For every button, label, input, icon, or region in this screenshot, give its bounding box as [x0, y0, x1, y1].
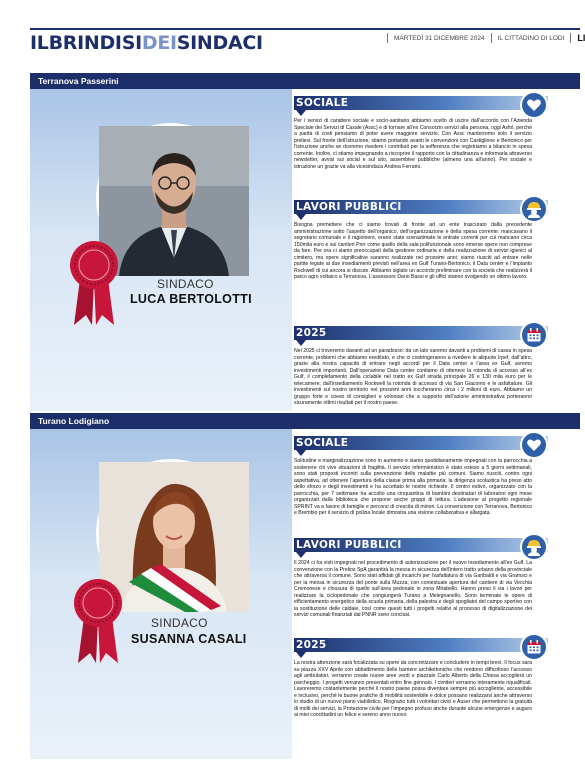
masthead-rule — [30, 28, 580, 30]
article-text: Bisogna premettere che ci siamo trovati di fronte ad un ente trascurato dalla precedente amministrazione sotto l’aspetto dell’organico, dell’organizzazione e della spesa corrente: mancavano il segretario comunale e il ragioniere, erano state sovrastimate le entrate correnti per cui mancano circa 150mila euro e sui cantieri Pnrr come quello della sala polifunzionale sono emerse opere non comprese da fare. Per ora ci siamo preoccupati della gestione ordinaria e della realizzazione di servizi igienici al cimitero, ma opere significative saranno realizzate nei prossimi anni: siamo riusciti ad entrare nelle partite legate ai due insediamenti previsti nell’area ex Gulf Turano-Bertonico, il Data center e l’impianto Rockwell di cui ancora si discute. Abbiamo siglato un accordo preliminare con la società che realizzerà il parco agro voltaico a Terranova. L’assessore Dario Bassi e gli uffici stanno svolgendo un ottimo lavoro. — [294, 222, 532, 281]
mayor-name: SUSANNA CASALI — [131, 632, 247, 646]
mayor-photo — [96, 123, 246, 273]
article-sociale — [294, 436, 548, 517]
heart-icon — [520, 431, 548, 459]
article-2025 — [294, 638, 548, 719]
mayor-name: LUCA BERTOLOTTI — [130, 292, 252, 306]
mayor-role: SINDACO — [151, 616, 208, 630]
article-lavori-pubblici — [294, 200, 548, 281]
section-header: LAVORI PUBBLICI — [294, 538, 548, 552]
mayor-role: SINDACO — [157, 277, 214, 291]
section-header: SOCIALE — [294, 436, 548, 450]
masthead — [30, 28, 585, 56]
award-rosette-icon — [74, 577, 122, 668]
calendar-icon — [520, 321, 548, 349]
town-band-turano: Turano Lodigiano — [30, 413, 580, 429]
article-text: La nostra attenzione sarà focalizzata su opere da concretizzare e concludere in tempi brevi. Il focus sarà su piazza XXV Aprile con abbattimento delle barriere architettoniche che rendono difficoltoso l’accesso agli ambulatori, verranno create nuove aree verdi e piazzale Carlo Alberto della Chiesa accoglierà un parcheggio. I progetti verranno presentati entro fine gennaio. I cimiteri verranno interamente riqualificati. Lavoreremo costantemente perché il nostro paese possa diventare sempre più accogliente, accessibile e inclusivo, perché le buone pratiche di mobilità sostenibile e dolce possano realizzarsi anche attraverso lo studio di un nuovo piano viabilistico. Ringrazio tutti i volontari civici e Auser che permettono la gratuità di molti dei servizi, la Protezione civile per l’impegno profuso anche durante alcune emergenze e auguro ai miei concittadini un felice e sereno anno nuovo. — [294, 660, 532, 719]
section-header: 2025 — [294, 326, 548, 340]
award-rosette-icon — [70, 239, 118, 330]
mayor-panel-terranova — [30, 89, 292, 411]
heart-icon — [520, 91, 548, 119]
article-2025 — [294, 326, 548, 407]
article-text: Solitudine e marginalizzazione sono in aumento e siamo quotidianamente impegnati con la parrocchia a sostenere chi vive situazioni di fragilità. Il servizio infermieristico è stato esteso a 5 giorni settimanali, sono stati proposti incontri sulla prevenzione delle malattie più comuni. Siamo riusciti, contro ogni aspettativa, ad ottenere l’apertura della classe prima alla primaria: la dirigenza scolastica ha preso atto dello sforzo e degli investimenti e ha accettato le nostre richieste. Il centro estivo, organizzato con la parrocchia, per 7 settimane ha accolto una cinquantina di bambini destinatari di laboratori ogni mese organizzati dalla biblioteca che propone anche gruppi di lettura. L’adesione al progetto regionale SPRINT va a favore di famiglie e percorsi di crescita di minori. La convenzione con Terranova, Bertonico e Brembio per il servizio di polizia locale dimostra una visione collaborativa e allargata. — [294, 458, 532, 517]
newspaper-name: IL CITTADINO DI LODI — [497, 34, 565, 42]
town-band-terranova: Terranova Passerini — [30, 73, 580, 89]
separator — [387, 33, 388, 43]
masthead-meta — [387, 33, 585, 43]
issue-date: MARTEDÌ 31 DICEMBRE 2024 — [394, 34, 485, 42]
article-lavori-pubblici — [294, 538, 548, 619]
article-sociale — [294, 96, 548, 170]
separator — [570, 33, 571, 43]
section-header: 2025 — [294, 638, 548, 652]
calendar-icon — [520, 633, 548, 661]
section-header: LAVORI PUBBLICI — [294, 200, 548, 214]
mayor-panel-turano — [30, 429, 292, 759]
worker-icon — [520, 533, 548, 561]
separator — [491, 33, 492, 43]
article-text: Il 2024 ci ha visti impegnati nel procedimento di autorizzazione per il nuovo insediamento all’ex Gulf. La convenzione con la Prelios SpA garantirà la messa in sicurezza dell’intero tratto urbano della provinciale che attraversa il comune. Sono stati affidati gli incarichi per l’asfaltatura di via Garibaldi e via Gramsci e per la messa in sicurezza del ponte sulla Muzza, con contestuale apertura del cantiere di via Vecchia Cremonese e chiusura di quello sull’area pedonale in zona Mirabello. Hanno preso il via i lavori per realizzare la ciclopedonale che congiungerà Turano a Melegnanello. Sono terminate le opere di efficientamento energetico della scuola primaria, della palestra e degli spogliatoi del campo sportivo con la sostituzione delle caldaie, così come questi tutti i progetti relativi al processo di digitalizzazione dei servizi comunali finanziati dal PNNR sono conclusi. — [294, 560, 532, 619]
brand-title: ILBRINDISIDEISINDACI — [30, 32, 263, 54]
page-marker: LI — [577, 33, 585, 43]
article-text: Per i servizi di carattere sociale e socio-sanitario abbiamo scelto di uscire dall’accordo con l’Azienda Speciale dei Servizi di Casale (Assc) e di tornare all’ex Consorzio servizi alla persona, oggi Asfol, perché a parità di costi pensiamo di poter avere maggiore servizio. Con Assc manterremo solo il servizio prelievi. Sul fronte dell’istruzione, stiamo portando avanti le convenzioni con Castiglione e Bertonico per l’istruzione anche se dovremo rivedere i contributi per la sofferenza che registriamo a bilancio in spesa corrente. Inoltre, ci stiamo impegnando a riscoprire il rapporto con la cittadinanza e informarla attraverso newsletter, avvisi sui social e sul sito, assemblee pubbliche (almeno una all’anno). Per sociale e istruzione un grazie va alla vicesindaca Andrea Ferrario. — [294, 118, 533, 170]
section-header: SOCIALE — [294, 96, 548, 110]
article-text: Nel 2025 ci troveremo davanti ad un paradosso: da un lato saremo davanti a problemi di cassa in spesa corrente, problemi che abbiamo ereditato, e che ci costringeranno a rivedere le aliquote Irpef, dall’altro, grazie alla nostra capacità di entrare negli accordi per il Data center e l’area ex Gulf, avremo investimenti importanti. Dall’operazione Data center contiamo di ottenere la rotonda di accesso all’ex Gulf, il completamento della ciclabile nel tratto ex Gulf strada principale 26 e 130 mila euro per le telecamere; dall’insediamento Rockwell la rotonda di accesso di via San Giacomo e le asfaltature. Gli investimenti sul nostro territorio nei prossimi anni toccheranno circa i 2 milioni di euro. Abbiamo un gruppo forte e coeso di consiglieri e volontari che a supporto dell’azione amministrativa porteranno sicuramente ottimi risultati per il nostro paese. — [294, 348, 532, 407]
worker-icon — [520, 195, 548, 223]
